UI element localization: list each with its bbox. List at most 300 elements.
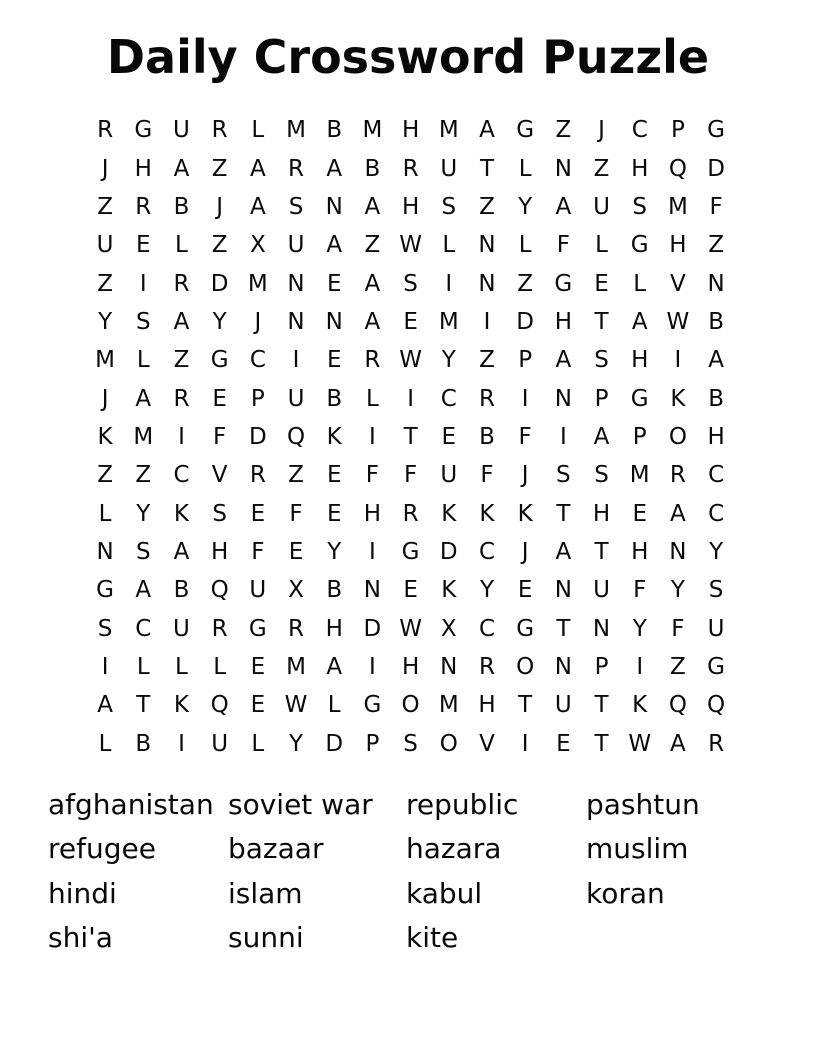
grid-cell: H (631, 347, 649, 374)
grid-cell: M (95, 347, 116, 374)
grid-cell: Y (289, 730, 304, 757)
grid-cell: E (212, 385, 227, 412)
grid-cell: M (667, 193, 688, 220)
grid-cell: W (399, 232, 422, 259)
grid-cell: E (288, 538, 304, 565)
grid-cell: P (365, 730, 380, 757)
grid-cell: S (97, 615, 113, 642)
grid-cell: F (671, 615, 685, 642)
grid-cell: N (325, 308, 343, 335)
grid-cell: A (249, 155, 266, 182)
grid-cell: K (326, 423, 342, 450)
grid-cell: G (363, 692, 382, 719)
grid-cell: K (441, 577, 457, 604)
grid-cell: E (136, 232, 151, 259)
grid-cell: E (632, 500, 647, 527)
word-list-item: pashtun (586, 787, 700, 821)
grid-cell: R (135, 193, 152, 220)
grid-cell: H (554, 308, 572, 335)
grid-cell: L (136, 653, 150, 680)
grid-cell: F (365, 462, 380, 489)
grid-cell: C (249, 347, 266, 374)
grid-cell: Z (173, 347, 190, 374)
grid-cell: H (707, 423, 725, 450)
grid-cell: N (287, 308, 305, 335)
grid-cell: Y (479, 577, 494, 604)
grid-cell: Z (364, 232, 381, 259)
grid-cell: S (594, 462, 609, 489)
grid-cell: L (98, 730, 112, 757)
grid-cell: D (248, 423, 267, 450)
grid-cell: U (707, 615, 725, 642)
grid-cell: A (708, 347, 724, 374)
grid-cell: A (173, 538, 190, 565)
grid-cell: A (555, 538, 572, 565)
grid-cell: Y (518, 193, 533, 220)
grid-cell: L (442, 232, 456, 259)
grid-cell: M (362, 117, 383, 144)
grid-cell: S (403, 730, 418, 757)
grid-cell: F (518, 423, 532, 450)
grid-cell: W (666, 308, 690, 335)
grid-cell: I (178, 423, 185, 450)
grid-cell: A (479, 117, 495, 144)
grid-cell: S (135, 308, 151, 335)
grid-cell: X (288, 577, 304, 604)
grid-cell: G (630, 385, 649, 412)
grid-cell: I (178, 730, 185, 757)
grid-cell: T (556, 500, 571, 527)
grid-cell: D (707, 155, 725, 182)
grid-cell: M (286, 653, 306, 680)
grid-cell: Q (668, 692, 687, 719)
grid-cell: M (438, 308, 459, 335)
grid-cell: Z (288, 462, 304, 489)
grid-cell: Y (632, 615, 647, 642)
grid-cell: R (288, 615, 305, 642)
grid-cell: O (516, 653, 535, 680)
grid-cell: H (363, 500, 382, 527)
grid-cell: N (554, 155, 572, 182)
grid-cell: Z (97, 193, 113, 220)
grid-cell: J (101, 385, 109, 412)
grid-cell: H (592, 500, 611, 527)
grid-cell: S (403, 270, 418, 297)
grid-cell: I (521, 385, 529, 412)
grid-cell: T (518, 692, 533, 719)
grid-cell: J (521, 462, 529, 489)
grid-cell: H (401, 117, 420, 144)
word-list-item: koran (586, 876, 665, 910)
grid-cell: G (248, 615, 267, 642)
grid-cell: R (211, 615, 228, 642)
grid-cell: Q (707, 692, 726, 719)
grid-cell: Q (210, 577, 229, 604)
grid-cell: E (556, 730, 571, 757)
grid-cell: E (403, 308, 418, 335)
grid-cell: G (134, 117, 153, 144)
grid-cell: L (98, 500, 112, 527)
grid-cell: H (478, 692, 496, 719)
grid-cell: D (439, 538, 458, 565)
grid-cell: E (250, 653, 266, 680)
grid-cell: V (479, 730, 495, 757)
grid-cell: T (479, 155, 494, 182)
grid-cell: H (669, 232, 687, 259)
grid-cell: H (211, 538, 229, 565)
grid-cell: Z (97, 270, 113, 297)
grid-cell: I (407, 385, 414, 412)
grid-cell: W (628, 730, 652, 757)
grid-cell: F (556, 232, 570, 259)
grid-cell: W (399, 347, 422, 374)
grid-cell: E (594, 270, 609, 297)
grid-cell: Z (211, 155, 228, 182)
grid-cell: H (631, 155, 649, 182)
word-list-item: hindi (48, 876, 117, 910)
grid-cell: U (593, 577, 610, 604)
grid-cell: O (401, 692, 420, 719)
word-list-item: afghanistan (48, 787, 214, 821)
grid-cell: W (399, 615, 422, 642)
grid-cell: C (135, 615, 152, 642)
grid-cell: D (363, 615, 382, 642)
grid-cell: F (251, 538, 265, 565)
grid-cell: Z (670, 653, 686, 680)
grid-cell: F (709, 193, 723, 220)
grid-cell: B (173, 193, 190, 220)
grid-cell: E (250, 500, 266, 527)
grid-cell: R (402, 155, 419, 182)
grid-cell: A (97, 692, 113, 719)
grid-cell: B (479, 423, 495, 450)
grid-cell: V (670, 270, 686, 297)
grid-cell: A (249, 193, 266, 220)
grid-cell: N (440, 653, 458, 680)
grid-cell: R (173, 270, 190, 297)
grid-cell: L (595, 232, 608, 259)
grid-cell: T (594, 692, 609, 719)
grid-cell: I (369, 538, 376, 565)
word-list-item: refugee (48, 832, 156, 866)
grid-cell: Y (98, 308, 113, 335)
grid-cell: B (135, 730, 152, 757)
grid-cell: G (516, 117, 535, 144)
grid-cell: T (403, 423, 418, 450)
grid-cell: C (478, 538, 495, 565)
grid-cell: Q (286, 423, 306, 450)
grid-cell: U (287, 232, 305, 259)
grid-cell: I (674, 347, 682, 374)
grid-cell: L (175, 232, 188, 259)
grid-cell: I (369, 653, 376, 680)
grid-cell: Y (709, 538, 724, 565)
word-list-item: islam (228, 876, 303, 910)
grid-cell: A (670, 500, 686, 527)
grid-cell: U (249, 577, 267, 604)
grid-cell: B (173, 577, 190, 604)
grid-cell: N (325, 193, 343, 220)
grid-cell: H (134, 155, 152, 182)
grid-cell: M (629, 462, 650, 489)
grid-cell: S (441, 193, 457, 220)
grid-cell: B (326, 117, 343, 144)
grid-cell: U (440, 155, 458, 182)
grid-cell: R (708, 730, 725, 757)
grid-cell: S (632, 193, 648, 220)
grid-cell: S (288, 193, 304, 220)
grid-cell: N (478, 232, 496, 259)
grid-cell: R (669, 462, 686, 489)
grid-cell: A (364, 193, 381, 220)
grid-cell: P (670, 117, 685, 144)
grid-cell: V (211, 462, 228, 489)
grid-cell: A (326, 232, 343, 259)
grid-cell: T (556, 615, 571, 642)
word-list-item: sunni (228, 921, 304, 955)
grid-cell: R (97, 117, 114, 144)
grid-cell: N (554, 653, 572, 680)
grid-cell: P (250, 385, 265, 412)
grid-cell: J (521, 538, 529, 565)
grid-cell: H (401, 653, 420, 680)
grid-cell: A (364, 308, 381, 335)
grid-cell: S (135, 538, 151, 565)
grid-cell: Y (327, 538, 342, 565)
word-list-item: shi'a (48, 921, 113, 955)
grid-cell: Z (555, 117, 572, 144)
grid-cell: F (633, 577, 647, 604)
grid-cell: E (326, 500, 342, 527)
grid-cell: B (708, 308, 724, 335)
grid-cell: L (327, 692, 341, 719)
grid-cell: S (556, 462, 571, 489)
grid-cell: P (594, 653, 609, 680)
grid-cell: R (478, 653, 495, 680)
grid-cell: Q (210, 692, 229, 719)
grid-cell: U (173, 615, 190, 642)
grid-cell: G (707, 653, 725, 680)
grid-cell: C (173, 462, 190, 489)
grid-cell: E (441, 423, 457, 450)
grid-cell: C (440, 385, 457, 412)
grid-cell: E (250, 692, 266, 719)
grid-cell: K (670, 385, 686, 412)
grid-cell: Z (135, 462, 152, 489)
grid-cell: E (403, 577, 418, 604)
grid-cell: N (478, 270, 496, 297)
grid-cell: Z (517, 270, 534, 297)
grid-cell: T (594, 538, 609, 565)
grid-cell: A (555, 347, 572, 374)
grid-cell: U (287, 385, 305, 412)
grid-cell: K (173, 692, 190, 719)
grid-cell: M (438, 692, 459, 719)
word-list (48, 782, 766, 960)
grid-cell: U (554, 692, 572, 719)
grid-cell: C (708, 500, 725, 527)
grid-cell: G (516, 615, 535, 642)
grid-cell: R (249, 462, 266, 489)
grid-cell: E (326, 347, 342, 374)
grid-cell: G (554, 270, 573, 297)
grid-cell: R (478, 385, 495, 412)
grid-cell: M (438, 117, 459, 144)
grid-cell: P (594, 385, 609, 412)
grid-cell: I (445, 270, 453, 297)
grid-cell: N (287, 270, 305, 297)
grid-cell: B (326, 577, 343, 604)
grid-cell: X (440, 615, 457, 642)
grid-cell: R (364, 347, 381, 374)
grid-cell: I (483, 308, 491, 335)
grid-cell: I (292, 347, 300, 374)
grid-cell: U (96, 232, 114, 259)
grid-cell: A (173, 155, 190, 182)
grid-cell: T (594, 308, 609, 335)
grid-cell: B (326, 385, 343, 412)
grid-cell: G (707, 117, 725, 144)
word-list-item: muslim (586, 832, 689, 866)
word-search-grid (86, 111, 735, 763)
grid-cell: N (554, 577, 572, 604)
grid-cell: I (559, 423, 567, 450)
grid-cell: A (135, 577, 152, 604)
grid-cell: I (139, 270, 147, 297)
grid-cell: P (632, 423, 647, 450)
grid-cell: O (668, 423, 687, 450)
grid-cell: D (516, 308, 535, 335)
grid-cell: Z (479, 193, 495, 220)
grid-cell: G (401, 538, 420, 565)
grid-cell: R (173, 385, 190, 412)
grid-cell: A (326, 155, 343, 182)
grid-cell: Z (708, 232, 724, 259)
grid-cell: K (517, 500, 533, 527)
grid-cell: J (598, 117, 605, 144)
grid-cell: L (518, 155, 532, 182)
grid-cell: I (369, 423, 376, 450)
grid-cell: U (173, 117, 190, 144)
grid-cell: O (439, 730, 458, 757)
grid-cell: Z (211, 232, 228, 259)
grid-cell: A (631, 308, 648, 335)
grid-cell: K (632, 692, 648, 719)
grid-cell: Z (479, 347, 495, 374)
grid-cell: E (326, 270, 342, 297)
grid-cell: C (708, 462, 725, 489)
grid-cell: I (636, 653, 644, 680)
grid-cell: A (670, 730, 686, 757)
grid-cell: M (247, 270, 268, 297)
grid-cell: Y (212, 308, 227, 335)
grid-cell: A (135, 385, 152, 412)
grid-cell: F (480, 462, 494, 489)
grid-cell: J (101, 155, 109, 182)
grid-cell: S (212, 500, 227, 527)
grid-cell: K (441, 500, 457, 527)
grid-cell: X (249, 232, 266, 259)
grid-cell: A (364, 270, 381, 297)
grid-cell: C (631, 117, 648, 144)
word-list-item: kite (406, 921, 459, 955)
grid-cell: G (210, 347, 229, 374)
grid-cell: E (326, 462, 342, 489)
grid-cell: E (517, 577, 533, 604)
grid-cell: L (365, 385, 379, 412)
grid-cell: N (96, 538, 114, 565)
grid-cell: K (97, 423, 113, 450)
grid-cell: H (631, 538, 649, 565)
grid-cell: N (669, 538, 687, 565)
grid-cell: Q (668, 155, 687, 182)
grid-cell: T (136, 692, 151, 719)
grid-cell: G (630, 232, 649, 259)
grid-cell: Y (670, 577, 685, 604)
grid-cell: L (136, 347, 150, 374)
grid-cell: Z (593, 155, 610, 182)
grid-cell: H (325, 615, 343, 642)
grid-cell: N (592, 615, 611, 642)
grid-cell: J (216, 193, 224, 220)
grid-cell: C (478, 615, 495, 642)
page-title: Daily Crossword Puzzle (106, 30, 710, 84)
grid-cell: H (401, 193, 420, 220)
grid-cell: F (403, 462, 418, 489)
grid-cell: R (402, 500, 419, 527)
grid-cell: Y (441, 347, 456, 374)
grid-cell: B (364, 155, 381, 182)
grid-cell: Y (136, 500, 151, 527)
grid-cell: L (251, 730, 265, 757)
grid-cell: U (211, 730, 229, 757)
grid-cell: M (133, 423, 154, 450)
grid-cell: F (289, 500, 303, 527)
grid-cell: R (288, 155, 305, 182)
grid-cell: D (210, 270, 229, 297)
grid-cell: P (518, 347, 533, 374)
grid-cell: I (101, 653, 109, 680)
word-list-item: soviet war (228, 787, 373, 821)
grid-cell: L (633, 270, 647, 297)
grid-cell: S (708, 577, 724, 604)
grid-cell: F (213, 423, 227, 450)
grid-cell: M (286, 117, 306, 144)
grid-cell: K (173, 500, 190, 527)
grid-cell: L (175, 653, 188, 680)
grid-cell: L (518, 232, 532, 259)
word-list-item: bazaar (228, 832, 324, 866)
grid-cell: G (96, 577, 114, 604)
grid-cell: T (594, 730, 609, 757)
grid-cell: N (707, 270, 725, 297)
grid-cell: I (521, 730, 529, 757)
grid-cell: L (213, 653, 227, 680)
grid-cell: U (593, 193, 610, 220)
grid-cell: A (555, 193, 572, 220)
grid-cell: A (173, 308, 190, 335)
word-list-item: republic (406, 787, 519, 821)
grid-cell: J (254, 308, 262, 335)
grid-cell: R (211, 117, 228, 144)
grid-cell: Z (97, 462, 113, 489)
grid-cell: L (251, 117, 265, 144)
grid-cell: U (440, 462, 458, 489)
grid-cell: N (554, 385, 572, 412)
grid-cell: B (708, 385, 724, 412)
grid-cell: A (326, 653, 343, 680)
grid-cell: K (479, 500, 495, 527)
